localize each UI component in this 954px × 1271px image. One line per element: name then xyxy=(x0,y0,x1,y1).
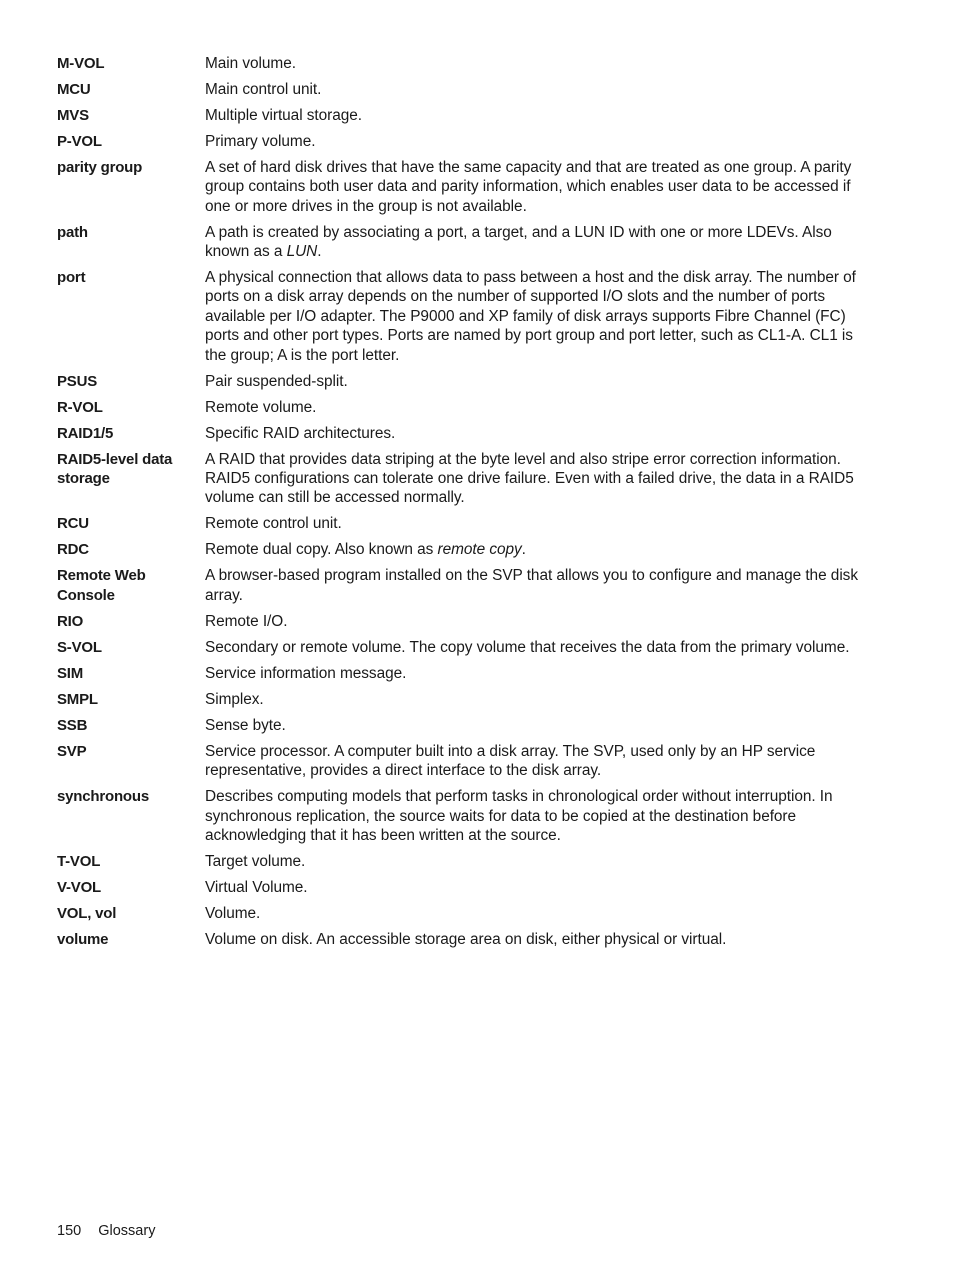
glossary-term: RAID5-level data storage xyxy=(57,450,173,488)
glossary-term: PSUS xyxy=(57,372,98,390)
glossary-entry xyxy=(57,787,872,845)
glossary-term: SVP xyxy=(57,742,87,760)
definition-text: Main volume. xyxy=(205,55,296,72)
glossary-entry xyxy=(57,852,872,872)
definition-text: Volume on disk. An accessible storage area on disk, either physical or virtual. xyxy=(205,930,727,948)
glossary-entry xyxy=(57,54,872,74)
glossary-definition xyxy=(205,372,872,391)
glossary-entry xyxy=(57,638,872,658)
glossary-entry xyxy=(57,268,872,365)
glossary-entry xyxy=(57,930,872,950)
definition-text: Secondary or remote volume. The copy volume that receives the data from the primary volume. xyxy=(205,638,850,656)
definition-text: A RAID that provides data striping at the byte level and also stripe error correction information. RAID5 configurations can tolerate one drive failure. Even with a failed drive, the data in a RAID5 volume can still be accessed normally. xyxy=(205,450,854,507)
glossary-definition xyxy=(205,424,872,443)
definition-text: A set of hard disk drives that have the same capacity and that are treated as one group. A parity group contains both user data and parity information, which enables user data to be accessed if one or more drives in the group is not available. xyxy=(205,159,852,215)
glossary-entry xyxy=(57,566,872,605)
definition-text: Virtual Volume. xyxy=(205,878,308,896)
definition-text: Describes computing models that perform tasks in chronological order without interruption. In synchronous replication, the source waits for data to be copied at the destination before acknowledging that it has been written at the source. xyxy=(205,788,833,844)
glossary-entry xyxy=(57,540,872,560)
glossary-term: V-VOL xyxy=(57,878,102,896)
definition-text: Main control unit. xyxy=(205,81,322,98)
glossary-entry xyxy=(57,132,872,152)
glossary-term: S-VOL xyxy=(57,638,102,656)
glossary-term: RCU xyxy=(57,515,89,533)
glossary-term: T-VOL xyxy=(57,852,101,870)
glossary-entry xyxy=(57,80,872,100)
glossary-entry xyxy=(57,158,872,216)
glossary-term: P-VOL xyxy=(57,133,102,150)
definition-text: Pair suspended-split. xyxy=(205,372,348,390)
glossary-term: SMPL xyxy=(57,690,98,708)
glossary-definition xyxy=(205,540,872,559)
glossary-entry xyxy=(57,398,872,418)
definition-text: Remote I/O. xyxy=(205,612,288,630)
glossary-definition xyxy=(205,878,872,897)
glossary-definition xyxy=(205,904,872,923)
glossary-definition xyxy=(205,930,872,949)
definition-text: Service information message. xyxy=(205,664,407,682)
glossary-entry xyxy=(57,450,872,508)
definition-text: Remote dual copy. Also known as xyxy=(205,541,438,559)
glossary-definition xyxy=(205,106,872,125)
glossary-definition xyxy=(205,742,872,781)
glossary-definition xyxy=(205,80,872,99)
definition-emphasis: LUN xyxy=(286,243,318,261)
glossary-definition xyxy=(205,268,872,365)
glossary-definition xyxy=(205,566,872,605)
definition-text: . xyxy=(317,243,322,261)
glossary-term: R-VOL xyxy=(57,398,103,416)
glossary-entry xyxy=(57,106,872,126)
definition-text: Specific RAID architectures. xyxy=(205,424,396,442)
definition-text: A browser-based program installed on the SVP that allows you to configure and manage the disk array. xyxy=(205,567,858,604)
definition-text: Volume. xyxy=(205,904,261,922)
definition-text: Sense byte. xyxy=(205,716,286,734)
glossary-definition xyxy=(205,690,872,709)
glossary-term: port xyxy=(57,269,86,287)
glossary-definition xyxy=(205,787,872,845)
page-footer xyxy=(57,1222,155,1241)
glossary-definition xyxy=(205,664,872,683)
glossary-entry xyxy=(57,514,872,534)
glossary-entry xyxy=(57,690,872,710)
definition-text: Target volume. xyxy=(205,852,306,870)
glossary-term: volume xyxy=(57,930,109,948)
definition-text: Simplex. xyxy=(205,690,264,708)
glossary-definition xyxy=(205,223,872,262)
glossary-definition xyxy=(205,450,872,508)
glossary-definition xyxy=(205,638,872,657)
glossary-definition xyxy=(205,716,872,735)
glossary-term: path xyxy=(57,223,88,241)
section-name: Glossary xyxy=(98,1223,156,1239)
glossary-definition xyxy=(205,612,872,631)
glossary-definition xyxy=(205,514,872,533)
glossary-entry xyxy=(57,878,872,898)
definition-text: Remote control unit. xyxy=(205,515,342,533)
glossary-entry xyxy=(57,716,872,736)
glossary-term: M-VOL xyxy=(57,55,105,72)
definition-text: Service processor. A computer built into a disk array. The SVP, used only by an HP service representative, provides a direct interface to the disk array. xyxy=(205,742,816,780)
page-number: 150 xyxy=(57,1223,82,1239)
glossary-term: Remote Web Console xyxy=(57,567,146,604)
glossary-list xyxy=(57,54,872,956)
definition-text: Multiple virtual storage. xyxy=(205,107,363,124)
definition-text: A path is created by associating a port, a target, and a LUN ID with one or more LDEVs. Also known as a xyxy=(205,223,832,261)
glossary-entry xyxy=(57,223,872,262)
glossary-definition xyxy=(205,132,872,151)
glossary-term: RAID1/5 xyxy=(57,424,114,442)
glossary-term: RIO xyxy=(57,612,84,630)
glossary-entry xyxy=(57,742,872,781)
glossary-definition xyxy=(205,54,872,73)
glossary-term: parity group xyxy=(57,159,143,176)
glossary-term: RDC xyxy=(57,541,89,559)
definition-emphasis: remote copy xyxy=(437,541,522,559)
glossary-entry xyxy=(57,612,872,632)
glossary-entry xyxy=(57,424,872,444)
glossary-definition xyxy=(205,158,872,216)
glossary-term: MVS xyxy=(57,107,89,124)
definition-text: . xyxy=(521,541,526,559)
definition-text: Primary volume. xyxy=(205,133,316,150)
definition-text: A physical connection that allows data to pass between a host and the disk array. The number of ports on a disk array depends on the number of supported I/O slots and the number of ports available per I/O adapter. The P9000 and XP family of disk arrays supports Fibre Channel (FC) ports and other port types. Ports are named by port group and port letter, such as CL1-A. CL1 is the group; A is the port letter. xyxy=(205,269,856,364)
glossary-term: SIM xyxy=(57,664,84,682)
glossary-entry xyxy=(57,664,872,684)
glossary-definition xyxy=(205,852,872,871)
glossary-term: SSB xyxy=(57,716,88,734)
glossary-entry xyxy=(57,904,872,924)
glossary-term: VOL, vol xyxy=(57,904,117,922)
glossary-term: synchronous xyxy=(57,788,149,806)
definition-text: Remote volume. xyxy=(205,398,317,416)
glossary-entry xyxy=(57,372,872,392)
glossary-definition xyxy=(205,398,872,417)
glossary-term: MCU xyxy=(57,81,91,98)
